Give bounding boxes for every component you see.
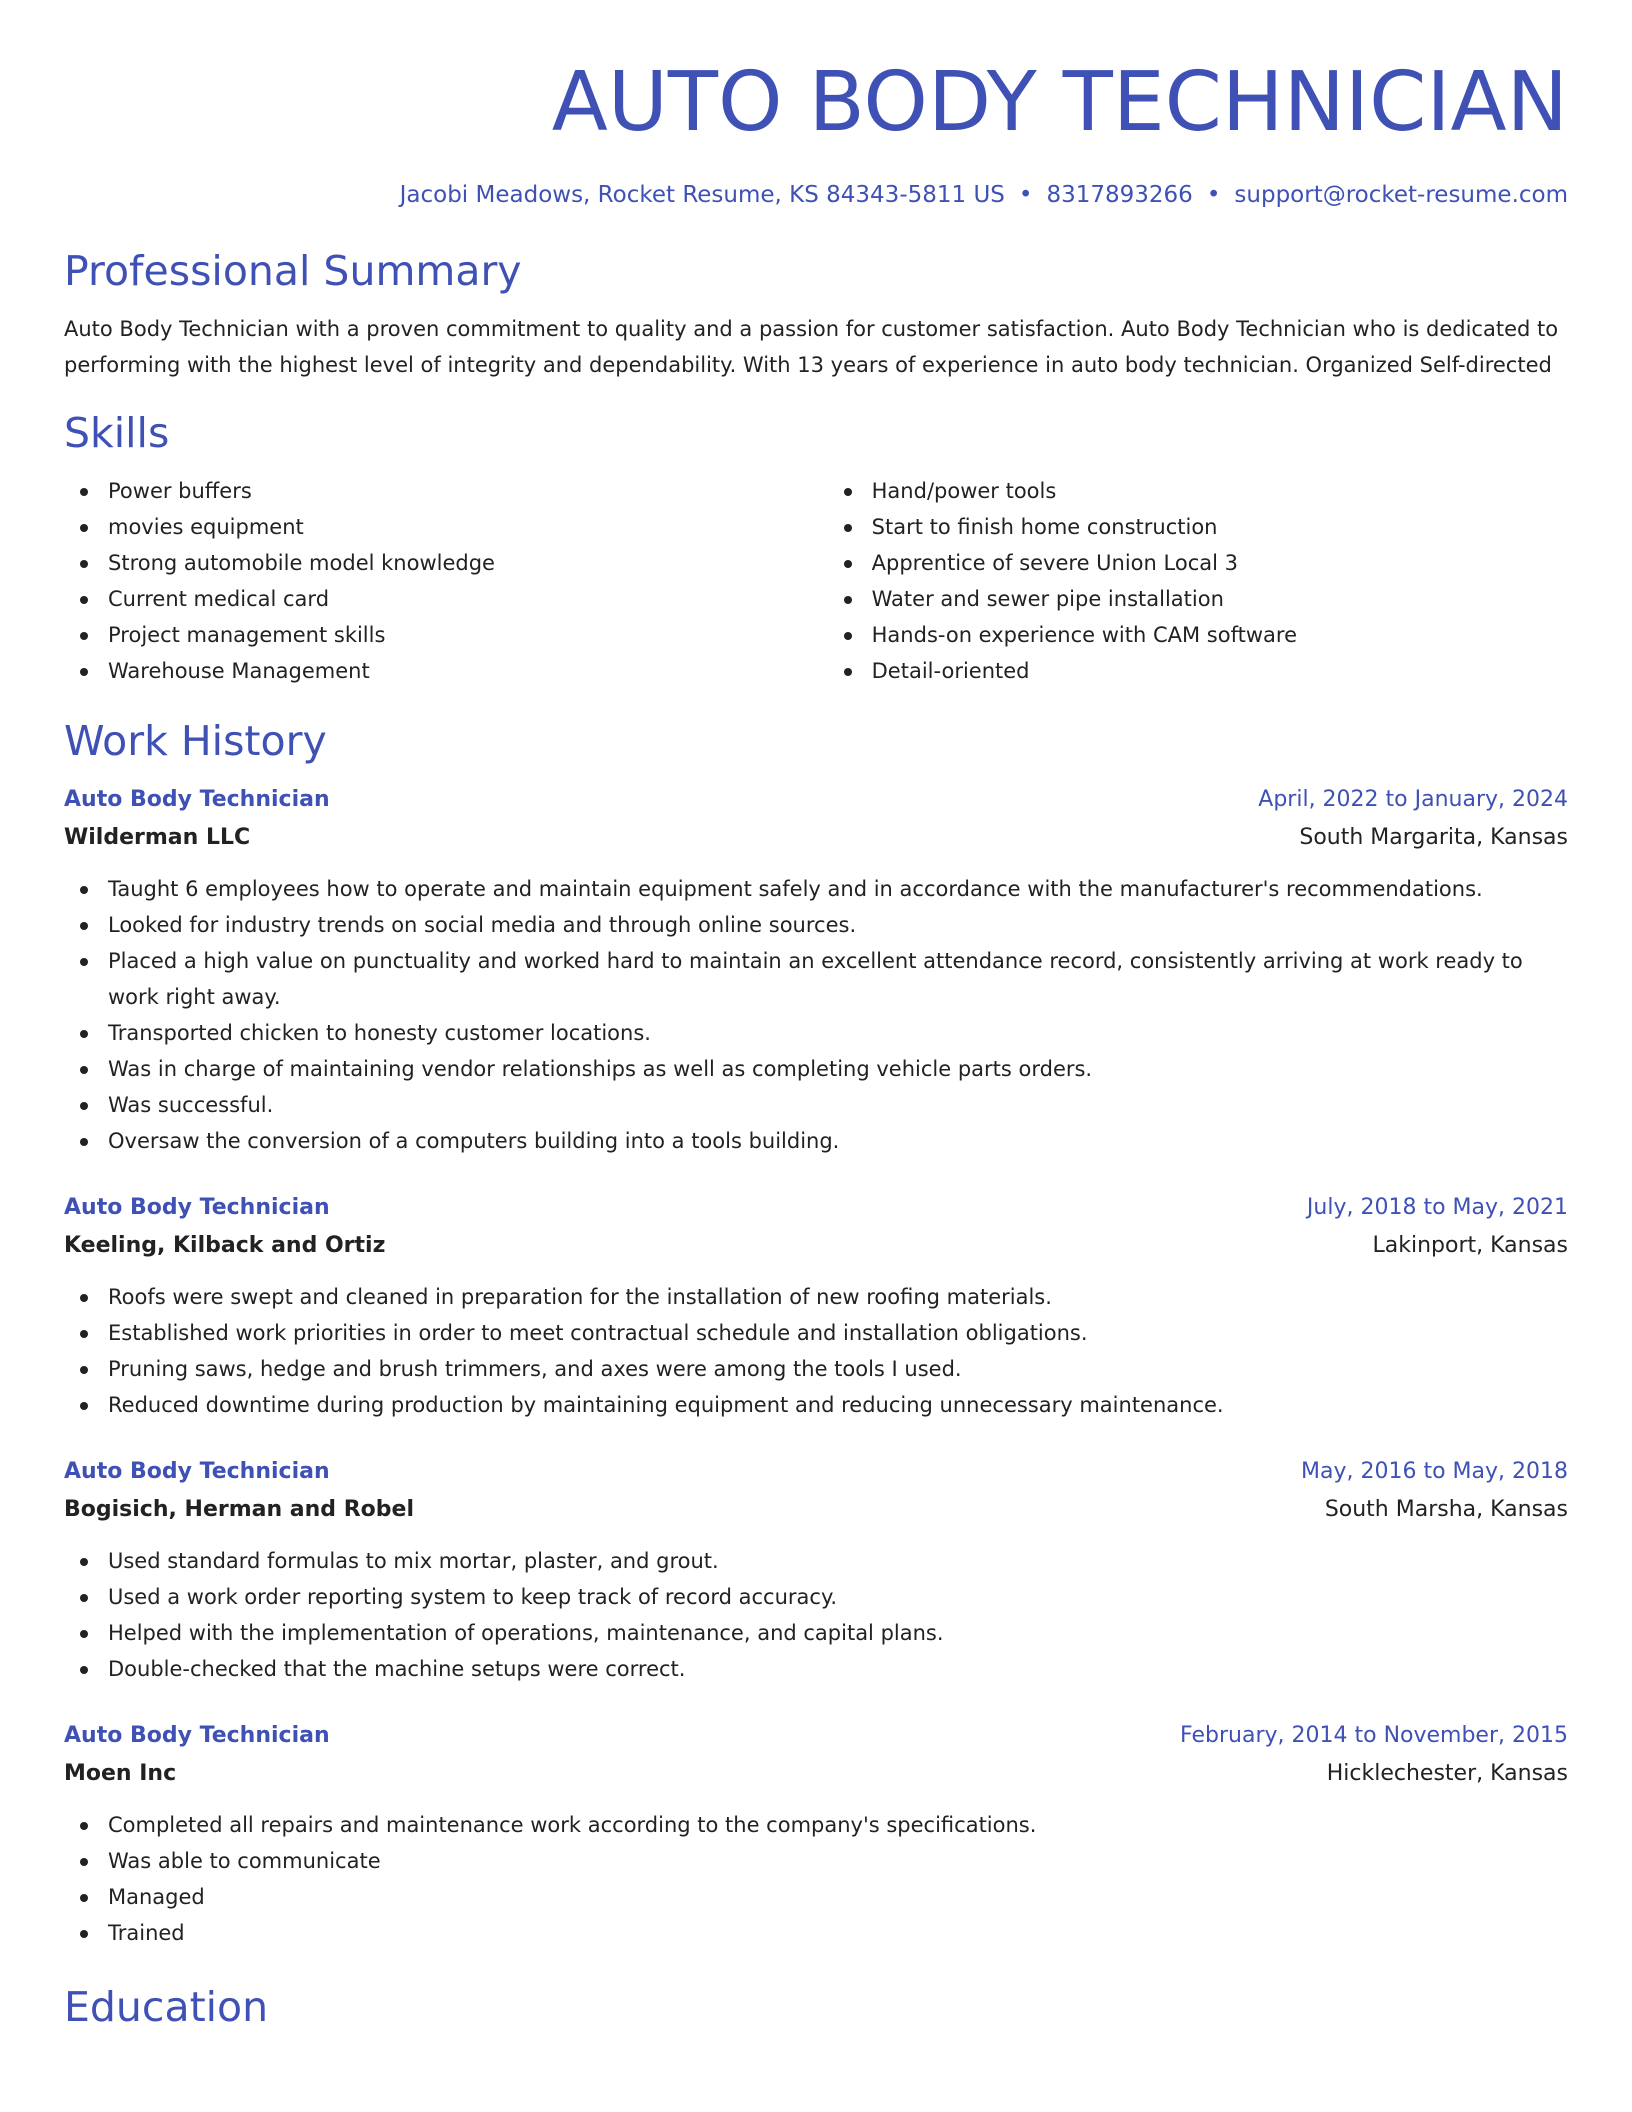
skill-item: Detail-oriented [872, 653, 1568, 689]
job-location: Hicklechester, Kansas [1326, 1761, 1568, 1786]
job-title: Auto Body Technician [64, 787, 330, 812]
job-bullets [64, 1279, 1568, 1423]
skill-item: Current medical card [108, 581, 828, 617]
job-company: Wilderman LLC [64, 825, 251, 850]
page-title: AUTO BODY TECHNICIAN [551, 55, 1568, 150]
skill-item: movies equipment [108, 509, 828, 545]
job-bullet: Transported chicken to honesty customer locations. [64, 1015, 1568, 1051]
contact-email: support@rocket-resume.com [1234, 182, 1568, 208]
skill-item: Apprentice of severe Union Local 3 [872, 545, 1568, 581]
job-title: Auto Body Technician [64, 1195, 330, 1220]
job-bullet: Reduced downtime during production by maintaining equipment and reducing unnecessary maintenance. [64, 1387, 1568, 1423]
job-entry [64, 781, 1568, 1159]
job-location: South Marsha, Kansas [1324, 1497, 1568, 1522]
job-bullet: Managed [64, 1879, 1568, 1915]
job-bullets [64, 1807, 1568, 1951]
job-bullet: Helped with the implementation of operations, maintenance, and capital plans. [64, 1615, 1568, 1651]
job-entry [64, 1189, 1568, 1423]
job-bullet: Placed a high value on punctuality and worked hard to maintain an excellent attendance record, consistently arriving at work ready to work right away. [64, 943, 1568, 1015]
contact-separator: • [1206, 182, 1221, 208]
job-entry [64, 1717, 1568, 1951]
job-dates: July, 2018 to May, 2021 [1306, 1195, 1568, 1220]
resume-page [64, 0, 1568, 2033]
job-bullets [64, 1543, 1568, 1687]
job-location: South Margarita, Kansas [1299, 825, 1568, 850]
skill-item: Hand/power tools [872, 473, 1568, 509]
job-bullet: Trained [64, 1915, 1568, 1951]
summary-text: Auto Body Technician with a proven commitment to quality and a passion for customer satisfaction. Auto Body Technician who is dedicated to performing with the highest level of integrity and dependability. With 13 years of experience in auto body technician. Organized Self-directed [64, 317, 1559, 377]
job-title: Auto Body Technician [64, 1459, 330, 1484]
job-bullet: Was successful. [64, 1087, 1568, 1123]
skill-item: Strong automobile model knowledge [108, 545, 828, 581]
job-bullet: Pruning saws, hedge and brush trimmers, and axes were among the tools I used. [64, 1351, 1568, 1387]
contact-line [64, 179, 1568, 211]
job-entry [64, 1453, 1568, 1687]
job-bullets [64, 871, 1568, 1159]
job-title: Auto Body Technician [64, 1723, 330, 1748]
job-company: Keeling, Kilback and Ortiz [64, 1233, 386, 1258]
summary-heading: Professional Summary [64, 247, 522, 295]
job-company: Moen Inc [64, 1761, 177, 1786]
skill-item: Project management skills [108, 617, 828, 653]
skill-item: Hands-on experience with CAM software [872, 617, 1568, 653]
job-company: Bogisich, Herman and Robel [64, 1497, 414, 1522]
work-history-heading: Work History [64, 717, 327, 765]
skill-item: Power buffers [108, 473, 828, 509]
skill-item: Water and sewer pipe installation [872, 581, 1568, 617]
skills-column-right [828, 473, 1568, 689]
job-bullet: Used a work order reporting system to keep track of record accuracy. [64, 1579, 1568, 1615]
job-bullet: Used standard formulas to mix mortar, plaster, and grout. [64, 1543, 1568, 1579]
job-location: Lakinport, Kansas [1372, 1233, 1568, 1258]
contact-address: Jacobi Meadows, Rocket Resume, KS 84343-5811 US [399, 182, 1005, 208]
job-bullet: Was able to communicate [64, 1843, 1568, 1879]
job-dates: May, 2016 to May, 2018 [1301, 1459, 1568, 1484]
job-bullet: Taught 6 employees how to operate and maintain equipment safely and in accordance with the manufacturer's recommendations. [64, 871, 1568, 907]
skill-item: Start to finish home construction [872, 509, 1568, 545]
job-bullet: Established work priorities in order to meet contractual schedule and installation obligations. [64, 1315, 1568, 1351]
skills-heading: Skills [64, 409, 170, 457]
job-dates: February, 2014 to November, 2015 [1180, 1723, 1568, 1748]
skills-column-left [64, 473, 828, 689]
job-bullet: Double-checked that the machine setups were correct. [64, 1651, 1568, 1687]
job-bullet: Oversaw the conversion of a computers building into a tools building. [64, 1123, 1568, 1159]
job-bullet: Completed all repairs and maintenance work according to the company's specifications. [64, 1807, 1568, 1843]
job-bullet: Looked for industry trends on social media and through online sources. [64, 907, 1568, 943]
skill-item: Warehouse Management [108, 653, 828, 689]
contact-separator: • [1018, 182, 1033, 208]
education-heading: Education [64, 1983, 269, 2031]
skills-list [64, 473, 1568, 689]
job-dates: April, 2022 to January, 2024 [1258, 787, 1568, 812]
job-bullet: Roofs were swept and cleaned in preparation for the installation of new roofing materials. [64, 1279, 1568, 1315]
contact-phone: 8317893266 [1046, 182, 1193, 208]
job-bullet: Was in charge of maintaining vendor relationships as well as completing vehicle parts orders. [64, 1051, 1568, 1087]
